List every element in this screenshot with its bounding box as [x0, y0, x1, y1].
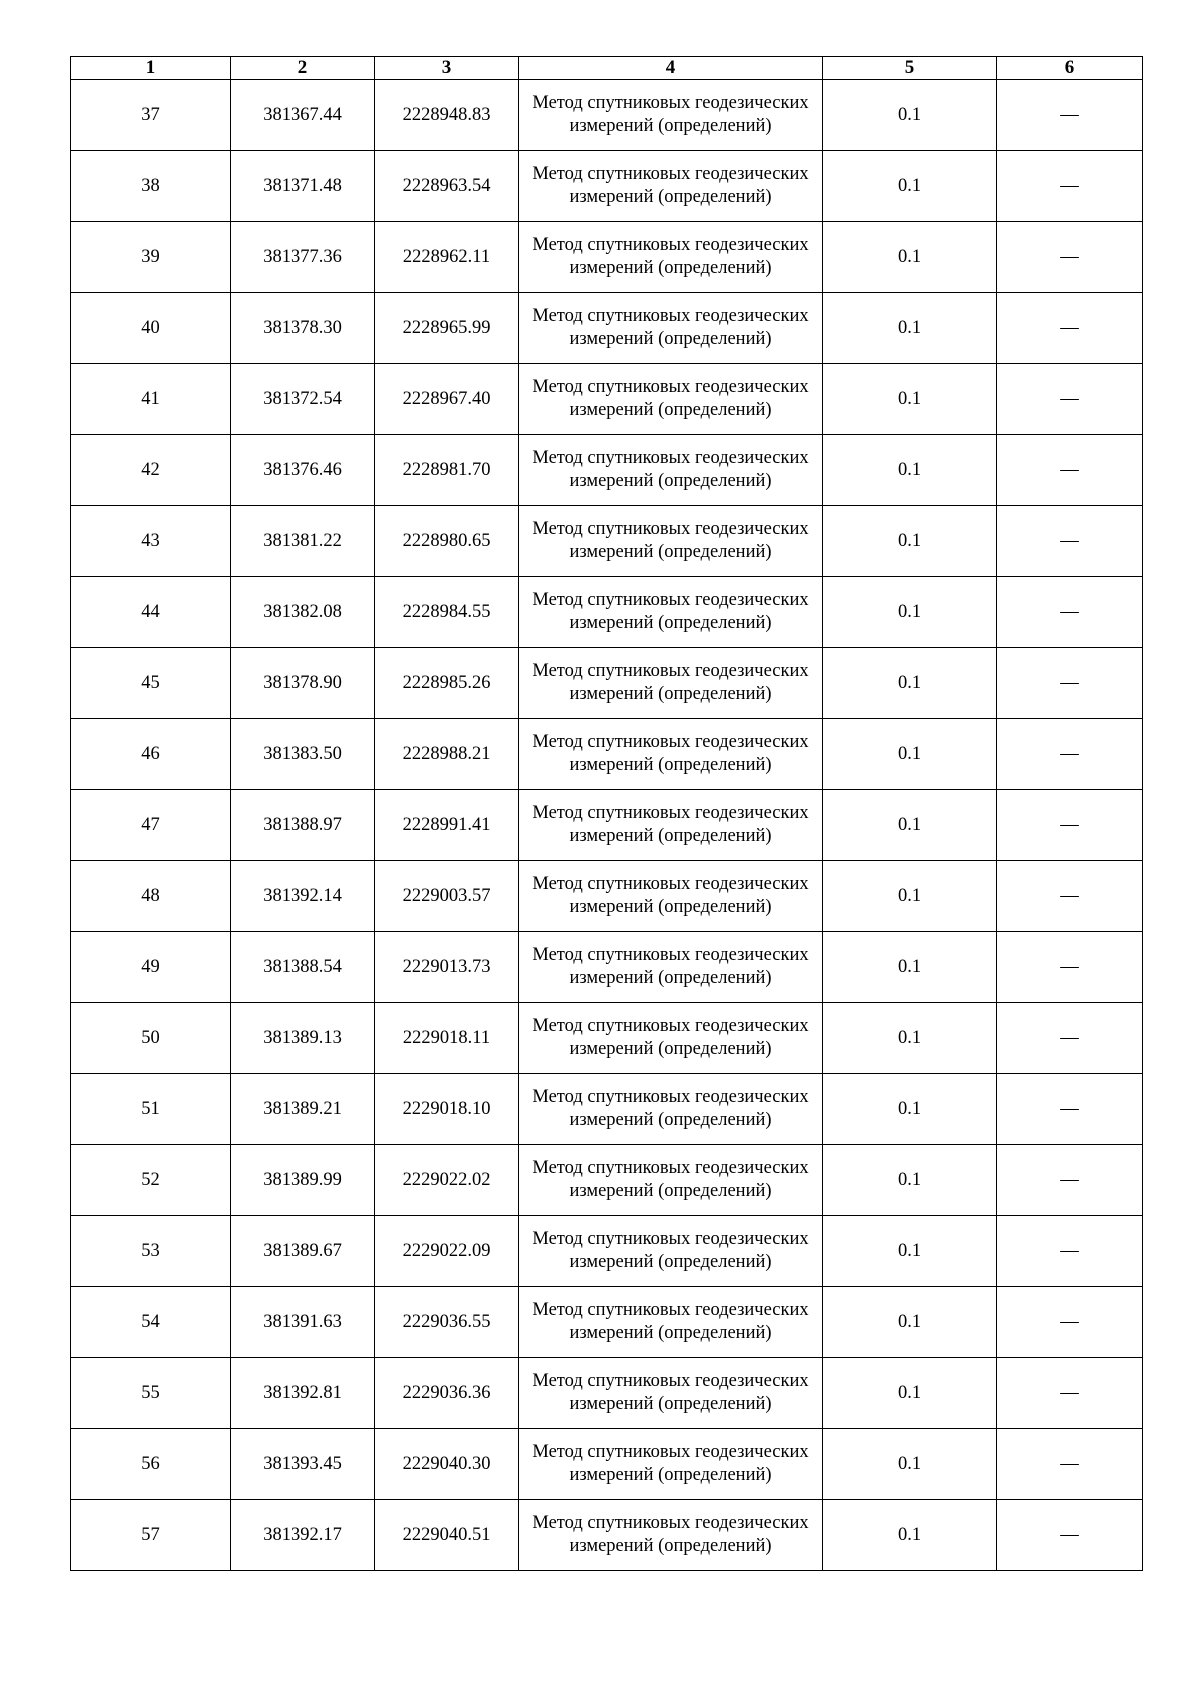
document-page [70, 56, 1142, 1571]
note-cell: — [997, 1500, 1143, 1571]
method-cell: Метод спутниковых геодезических измерений (определений) [519, 151, 823, 222]
note-cell: — [997, 1074, 1143, 1145]
note-cell: — [997, 222, 1143, 293]
x-coordinate-cell: 381376.46 [231, 435, 375, 506]
note-cell: — [997, 151, 1143, 222]
table-row [71, 1216, 1143, 1287]
note-cell: — [997, 790, 1143, 861]
table-row [71, 435, 1143, 506]
coordinates-table [70, 56, 1143, 1571]
accuracy-cell: 0.1 [823, 1003, 997, 1074]
accuracy-cell: 0.1 [823, 435, 997, 506]
accuracy-cell: 0.1 [823, 1500, 997, 1571]
accuracy-cell: 0.1 [823, 506, 997, 577]
note-cell: — [997, 577, 1143, 648]
point-number-cell: 56 [71, 1429, 231, 1500]
method-cell: Метод спутниковых геодезических измерений (определений) [519, 648, 823, 719]
table-row [71, 1358, 1143, 1429]
accuracy-cell: 0.1 [823, 80, 997, 151]
x-coordinate-cell: 381392.14 [231, 861, 375, 932]
note-cell: — [997, 932, 1143, 1003]
note-cell: — [997, 1287, 1143, 1358]
note-cell: — [997, 506, 1143, 577]
y-coordinate-cell: 2229018.11 [375, 1003, 519, 1074]
table-row [71, 222, 1143, 293]
method-cell: Метод спутниковых геодезических измерений (определений) [519, 577, 823, 648]
method-cell: Метод спутниковых геодезических измерений (определений) [519, 1358, 823, 1429]
table-row [71, 648, 1143, 719]
note-cell: — [997, 1003, 1143, 1074]
point-number-cell: 37 [71, 80, 231, 151]
x-coordinate-cell: 381389.21 [231, 1074, 375, 1145]
table-row [71, 506, 1143, 577]
x-coordinate-cell: 381377.36 [231, 222, 375, 293]
method-cell: Метод спутниковых геодезических измерений (определений) [519, 1429, 823, 1500]
table-row [71, 1429, 1143, 1500]
accuracy-cell: 0.1 [823, 790, 997, 861]
point-number-cell: 51 [71, 1074, 231, 1145]
table-row [71, 861, 1143, 932]
column-header: 6 [997, 57, 1143, 80]
method-cell: Метод спутниковых геодезических измерений (определений) [519, 1145, 823, 1216]
point-number-cell: 53 [71, 1216, 231, 1287]
accuracy-cell: 0.1 [823, 932, 997, 1003]
method-cell: Метод спутниковых геодезических измерений (определений) [519, 1003, 823, 1074]
accuracy-cell: 0.1 [823, 1287, 997, 1358]
x-coordinate-cell: 381389.67 [231, 1216, 375, 1287]
method-cell: Метод спутниковых геодезических измерений (определений) [519, 1216, 823, 1287]
accuracy-cell: 0.1 [823, 1216, 997, 1287]
note-cell: — [997, 1216, 1143, 1287]
accuracy-cell: 0.1 [823, 577, 997, 648]
x-coordinate-cell: 381381.22 [231, 506, 375, 577]
table-row [71, 719, 1143, 790]
table-row [71, 293, 1143, 364]
note-cell: — [997, 435, 1143, 506]
method-cell: Метод спутниковых геодезических измерений (определений) [519, 80, 823, 151]
y-coordinate-cell: 2229036.36 [375, 1358, 519, 1429]
y-coordinate-cell: 2228985.26 [375, 648, 519, 719]
column-header: 5 [823, 57, 997, 80]
point-number-cell: 49 [71, 932, 231, 1003]
table-body [71, 80, 1143, 1571]
y-coordinate-cell: 2229036.55 [375, 1287, 519, 1358]
x-coordinate-cell: 381391.63 [231, 1287, 375, 1358]
note-cell: — [997, 1145, 1143, 1216]
point-number-cell: 54 [71, 1287, 231, 1358]
point-number-cell: 57 [71, 1500, 231, 1571]
y-coordinate-cell: 2228988.21 [375, 719, 519, 790]
x-coordinate-cell: 381389.13 [231, 1003, 375, 1074]
y-coordinate-cell: 2228991.41 [375, 790, 519, 861]
column-header: 3 [375, 57, 519, 80]
y-coordinate-cell: 2229022.02 [375, 1145, 519, 1216]
column-header: 2 [231, 57, 375, 80]
point-number-cell: 44 [71, 577, 231, 648]
table-row [71, 932, 1143, 1003]
method-cell: Метод спутниковых геодезических измерений (определений) [519, 932, 823, 1003]
point-number-cell: 42 [71, 435, 231, 506]
method-cell: Метод спутниковых геодезических измерений (определений) [519, 790, 823, 861]
note-cell: — [997, 80, 1143, 151]
y-coordinate-cell: 2229040.51 [375, 1500, 519, 1571]
note-cell: — [997, 719, 1143, 790]
y-coordinate-cell: 2228980.65 [375, 506, 519, 577]
method-cell: Метод спутниковых геодезических измерений (определений) [519, 222, 823, 293]
method-cell: Метод спутниковых геодезических измерений (определений) [519, 1074, 823, 1145]
accuracy-cell: 0.1 [823, 293, 997, 364]
x-coordinate-cell: 381382.08 [231, 577, 375, 648]
method-cell: Метод спутниковых геодезических измерений (определений) [519, 435, 823, 506]
y-coordinate-cell: 2228965.99 [375, 293, 519, 364]
note-cell: — [997, 364, 1143, 435]
point-number-cell: 48 [71, 861, 231, 932]
y-coordinate-cell: 2229003.57 [375, 861, 519, 932]
point-number-cell: 47 [71, 790, 231, 861]
point-number-cell: 55 [71, 1358, 231, 1429]
point-number-cell: 43 [71, 506, 231, 577]
method-cell: Метод спутниковых геодезических измерений (определений) [519, 364, 823, 435]
x-coordinate-cell: 381393.45 [231, 1429, 375, 1500]
y-coordinate-cell: 2229018.10 [375, 1074, 519, 1145]
table-row [71, 80, 1143, 151]
point-number-cell: 38 [71, 151, 231, 222]
note-cell: — [997, 1358, 1143, 1429]
table-row [71, 151, 1143, 222]
point-number-cell: 40 [71, 293, 231, 364]
table-row [71, 1003, 1143, 1074]
y-coordinate-cell: 2228963.54 [375, 151, 519, 222]
x-coordinate-cell: 381378.90 [231, 648, 375, 719]
table-row [71, 790, 1143, 861]
y-coordinate-cell: 2228948.83 [375, 80, 519, 151]
point-number-cell: 41 [71, 364, 231, 435]
x-coordinate-cell: 381367.44 [231, 80, 375, 151]
accuracy-cell: 0.1 [823, 364, 997, 435]
x-coordinate-cell: 381383.50 [231, 719, 375, 790]
table-row [71, 364, 1143, 435]
x-coordinate-cell: 381371.48 [231, 151, 375, 222]
table-row [71, 1500, 1143, 1571]
x-coordinate-cell: 381372.54 [231, 364, 375, 435]
note-cell: — [997, 861, 1143, 932]
method-cell: Метод спутниковых геодезических измерений (определений) [519, 861, 823, 932]
table-row [71, 1287, 1143, 1358]
point-number-cell: 52 [71, 1145, 231, 1216]
column-header: 1 [71, 57, 231, 80]
x-coordinate-cell: 381388.54 [231, 932, 375, 1003]
y-coordinate-cell: 2229040.30 [375, 1429, 519, 1500]
x-coordinate-cell: 381392.81 [231, 1358, 375, 1429]
y-coordinate-cell: 2229013.73 [375, 932, 519, 1003]
table-row [71, 1145, 1143, 1216]
table-row [71, 1074, 1143, 1145]
accuracy-cell: 0.1 [823, 1074, 997, 1145]
accuracy-cell: 0.1 [823, 222, 997, 293]
method-cell: Метод спутниковых геодезических измерений (определений) [519, 1500, 823, 1571]
table-row [71, 577, 1143, 648]
note-cell: — [997, 293, 1143, 364]
x-coordinate-cell: 381392.17 [231, 1500, 375, 1571]
column-header: 4 [519, 57, 823, 80]
point-number-cell: 46 [71, 719, 231, 790]
x-coordinate-cell: 381388.97 [231, 790, 375, 861]
accuracy-cell: 0.1 [823, 1429, 997, 1500]
accuracy-cell: 0.1 [823, 1358, 997, 1429]
y-coordinate-cell: 2228962.11 [375, 222, 519, 293]
accuracy-cell: 0.1 [823, 719, 997, 790]
x-coordinate-cell: 381389.99 [231, 1145, 375, 1216]
y-coordinate-cell: 2228981.70 [375, 435, 519, 506]
accuracy-cell: 0.1 [823, 648, 997, 719]
point-number-cell: 50 [71, 1003, 231, 1074]
accuracy-cell: 0.1 [823, 861, 997, 932]
table-header [71, 57, 1143, 80]
method-cell: Метод спутниковых геодезических измерений (определений) [519, 1287, 823, 1358]
y-coordinate-cell: 2229022.09 [375, 1216, 519, 1287]
note-cell: — [997, 1429, 1143, 1500]
header-row [71, 57, 1143, 80]
x-coordinate-cell: 381378.30 [231, 293, 375, 364]
accuracy-cell: 0.1 [823, 1145, 997, 1216]
y-coordinate-cell: 2228984.55 [375, 577, 519, 648]
method-cell: Метод спутниковых геодезических измерений (определений) [519, 293, 823, 364]
accuracy-cell: 0.1 [823, 151, 997, 222]
point-number-cell: 39 [71, 222, 231, 293]
y-coordinate-cell: 2228967.40 [375, 364, 519, 435]
method-cell: Метод спутниковых геодезических измерений (определений) [519, 719, 823, 790]
method-cell: Метод спутниковых геодезических измерений (определений) [519, 506, 823, 577]
note-cell: — [997, 648, 1143, 719]
point-number-cell: 45 [71, 648, 231, 719]
